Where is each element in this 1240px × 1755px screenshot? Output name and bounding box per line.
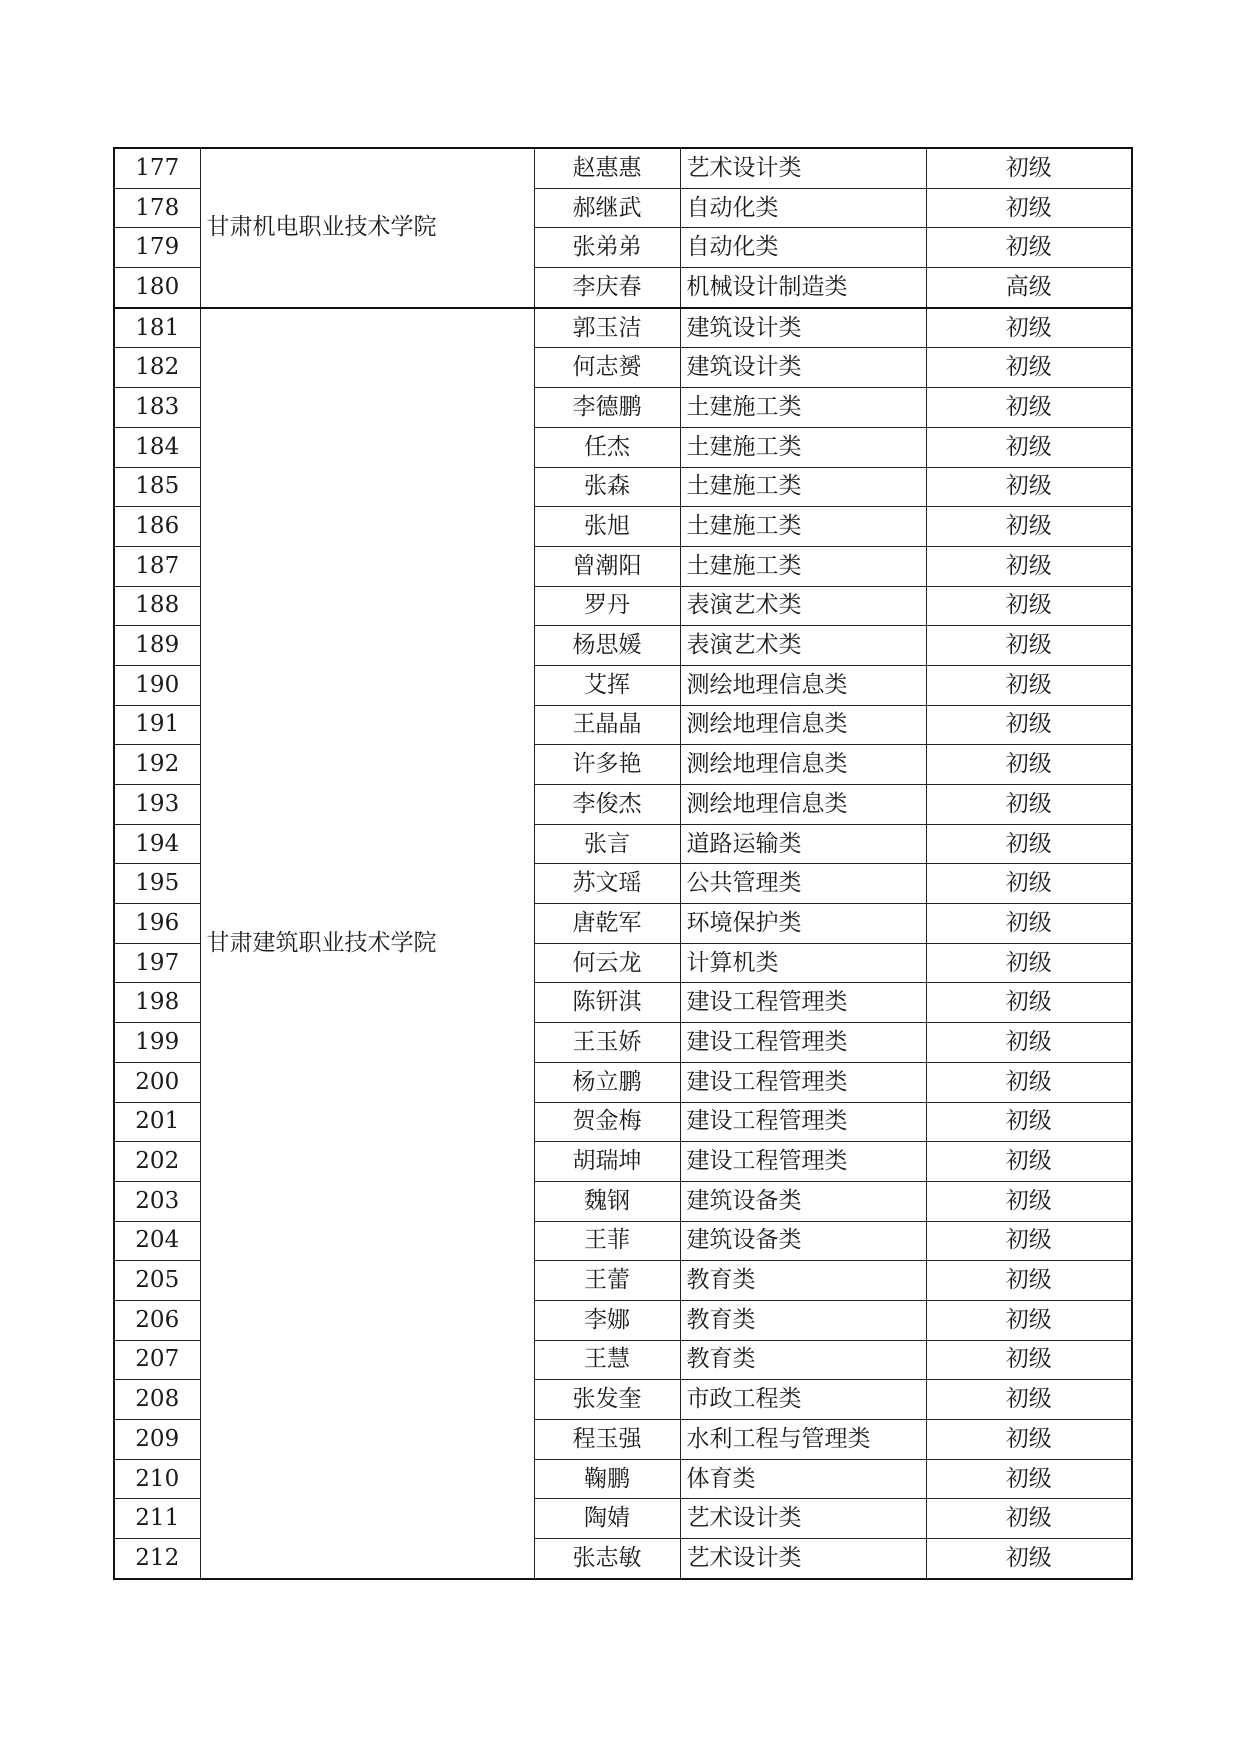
row-number-cell: 198 [114, 983, 200, 1023]
person-name-cell: 陶婧 [534, 1499, 680, 1539]
major-category-cell: 土建施工类 [680, 388, 926, 428]
row-number-cell: 182 [114, 348, 200, 388]
row-number-cell: 211 [114, 1499, 200, 1539]
major-category-cell: 测绘地理信息类 [680, 785, 926, 825]
major-category-cell: 土建施工类 [680, 546, 926, 586]
skill-level-cell: 初级 [926, 1499, 1132, 1539]
row-number-cell: 187 [114, 546, 200, 586]
row-number-cell: 178 [114, 188, 200, 228]
table-row [114, 308, 1132, 348]
row-number-cell: 194 [114, 824, 200, 864]
row-number-cell: 200 [114, 1062, 200, 1102]
row-number-cell: 189 [114, 626, 200, 666]
skill-level-cell: 初级 [926, 348, 1132, 388]
person-name-cell: 王晶晶 [534, 705, 680, 745]
person-name-cell: 杨立鹏 [534, 1062, 680, 1102]
person-name-cell: 李德鹏 [534, 388, 680, 428]
major-category-cell: 环境保护类 [680, 904, 926, 944]
row-number-cell: 183 [114, 388, 200, 428]
person-name-cell: 张旭 [534, 507, 680, 547]
skill-level-cell: 初级 [926, 665, 1132, 705]
major-category-cell: 艺术设计类 [680, 1539, 926, 1579]
person-name-cell: 杨思媛 [534, 626, 680, 666]
row-number-cell: 208 [114, 1380, 200, 1420]
skill-level-cell: 初级 [926, 1340, 1132, 1380]
row-number-cell: 191 [114, 705, 200, 745]
major-category-cell: 计算机类 [680, 943, 926, 983]
skill-level-cell: 初级 [926, 745, 1132, 785]
row-number-cell: 204 [114, 1221, 200, 1261]
row-number-cell: 190 [114, 665, 200, 705]
person-name-cell: 王蕾 [534, 1261, 680, 1301]
major-category-cell: 测绘地理信息类 [680, 745, 926, 785]
row-number-cell: 209 [114, 1420, 200, 1460]
major-category-cell: 测绘地理信息类 [680, 665, 926, 705]
row-number-cell: 180 [114, 268, 200, 308]
skill-level-cell: 初级 [926, 705, 1132, 745]
person-name-cell: 罗丹 [534, 586, 680, 626]
skill-level-cell: 初级 [926, 824, 1132, 864]
skill-level-cell: 初级 [926, 864, 1132, 904]
major-category-cell: 建筑设备类 [680, 1221, 926, 1261]
table-row [114, 148, 1132, 188]
skill-level-cell: 初级 [926, 904, 1132, 944]
skill-level-cell: 初级 [926, 228, 1132, 268]
major-category-cell: 水利工程与管理类 [680, 1420, 926, 1460]
skill-level-cell: 初级 [926, 1300, 1132, 1340]
person-name-cell: 魏钢 [534, 1181, 680, 1221]
skill-level-cell: 初级 [926, 1380, 1132, 1420]
skill-level-cell: 初级 [926, 1261, 1132, 1301]
skill-level-cell: 初级 [926, 943, 1132, 983]
person-name-cell: 王慧 [534, 1340, 680, 1380]
major-category-cell: 建筑设计类 [680, 308, 926, 348]
person-name-cell: 任杰 [534, 427, 680, 467]
person-name-cell: 胡瑞坤 [534, 1142, 680, 1182]
row-number-cell: 203 [114, 1181, 200, 1221]
skill-level-cell: 初级 [926, 1221, 1132, 1261]
row-number-cell: 192 [114, 745, 200, 785]
school-name-cell: 甘肃机电职业技术学院 [200, 148, 534, 308]
row-number-cell: 195 [114, 864, 200, 904]
skill-level-cell: 初级 [926, 427, 1132, 467]
skill-level-cell: 初级 [926, 983, 1132, 1023]
row-number-cell: 193 [114, 785, 200, 825]
major-category-cell: 自动化类 [680, 188, 926, 228]
major-category-cell: 公共管理类 [680, 864, 926, 904]
skill-level-cell: 初级 [926, 1459, 1132, 1499]
row-number-cell: 181 [114, 308, 200, 348]
major-category-cell: 道路运输类 [680, 824, 926, 864]
person-name-cell: 艾挥 [534, 665, 680, 705]
row-number-cell: 184 [114, 427, 200, 467]
row-number-cell: 199 [114, 1023, 200, 1063]
major-category-cell: 表演艺术类 [680, 626, 926, 666]
major-category-cell: 建设工程管理类 [680, 983, 926, 1023]
skill-level-cell: 初级 [926, 388, 1132, 428]
person-name-cell: 张森 [534, 467, 680, 507]
skill-level-cell: 初级 [926, 467, 1132, 507]
person-name-cell: 张言 [534, 824, 680, 864]
skill-level-cell: 初级 [926, 546, 1132, 586]
row-number-cell: 185 [114, 467, 200, 507]
major-category-cell: 艺术设计类 [680, 148, 926, 188]
major-category-cell: 建设工程管理类 [680, 1023, 926, 1063]
skill-level-cell: 初级 [926, 1062, 1132, 1102]
major-category-cell: 土建施工类 [680, 507, 926, 547]
skill-level-cell: 初级 [926, 1102, 1132, 1142]
person-name-cell: 许多艳 [534, 745, 680, 785]
person-name-cell: 曾潮阳 [534, 546, 680, 586]
major-category-cell: 土建施工类 [680, 467, 926, 507]
major-category-cell: 教育类 [680, 1340, 926, 1380]
skill-level-cell: 初级 [926, 1142, 1132, 1182]
skill-level-cell: 初级 [926, 188, 1132, 228]
skill-level-cell: 初级 [926, 626, 1132, 666]
person-name-cell: 郝继武 [534, 188, 680, 228]
row-number-cell: 197 [114, 943, 200, 983]
person-name-cell: 张志敏 [534, 1539, 680, 1579]
major-category-cell: 建筑设计类 [680, 348, 926, 388]
skill-level-cell: 初级 [926, 148, 1132, 188]
row-number-cell: 188 [114, 586, 200, 626]
row-number-cell: 179 [114, 228, 200, 268]
row-number-cell: 206 [114, 1300, 200, 1340]
major-category-cell: 测绘地理信息类 [680, 705, 926, 745]
major-category-cell: 自动化类 [680, 228, 926, 268]
skill-level-cell: 初级 [926, 308, 1132, 348]
row-number-cell: 207 [114, 1340, 200, 1380]
major-category-cell: 土建施工类 [680, 427, 926, 467]
school-name-cell: 甘肃建筑职业技术学院 [200, 308, 534, 1579]
person-name-cell: 张弟弟 [534, 228, 680, 268]
person-name-cell: 陈钘淇 [534, 983, 680, 1023]
row-number-cell: 186 [114, 507, 200, 547]
row-number-cell: 210 [114, 1459, 200, 1499]
roster-table [113, 147, 1133, 1580]
row-number-cell: 177 [114, 148, 200, 188]
major-category-cell: 体育类 [680, 1459, 926, 1499]
person-name-cell: 程玉强 [534, 1420, 680, 1460]
person-name-cell: 王菲 [534, 1221, 680, 1261]
skill-level-cell: 初级 [926, 586, 1132, 626]
skill-level-cell: 初级 [926, 1539, 1132, 1579]
major-category-cell: 建设工程管理类 [680, 1062, 926, 1102]
major-category-cell: 机械设计制造类 [680, 268, 926, 308]
skill-level-cell: 初级 [926, 785, 1132, 825]
person-name-cell: 贺金梅 [534, 1102, 680, 1142]
row-number-cell: 212 [114, 1539, 200, 1579]
person-name-cell: 何志赟 [534, 348, 680, 388]
skill-level-cell: 初级 [926, 1023, 1132, 1063]
major-category-cell: 表演艺术类 [680, 586, 926, 626]
major-category-cell: 建筑设备类 [680, 1181, 926, 1221]
major-category-cell: 市政工程类 [680, 1380, 926, 1420]
row-number-cell: 205 [114, 1261, 200, 1301]
major-category-cell: 教育类 [680, 1300, 926, 1340]
person-name-cell: 何云龙 [534, 943, 680, 983]
row-number-cell: 196 [114, 904, 200, 944]
person-name-cell: 李庆春 [534, 268, 680, 308]
major-category-cell: 建设工程管理类 [680, 1102, 926, 1142]
person-name-cell: 张发奎 [534, 1380, 680, 1420]
major-category-cell: 教育类 [680, 1261, 926, 1301]
person-name-cell: 王玉娇 [534, 1023, 680, 1063]
school-group [114, 308, 1132, 1579]
major-category-cell: 艺术设计类 [680, 1499, 926, 1539]
person-name-cell: 李娜 [534, 1300, 680, 1340]
person-name-cell: 苏文瑶 [534, 864, 680, 904]
person-name-cell: 郭玉洁 [534, 308, 680, 348]
skill-level-cell: 初级 [926, 1420, 1132, 1460]
row-number-cell: 201 [114, 1102, 200, 1142]
school-group [114, 148, 1132, 308]
row-number-cell: 202 [114, 1142, 200, 1182]
major-category-cell: 建设工程管理类 [680, 1142, 926, 1182]
person-name-cell: 鞠鹏 [534, 1459, 680, 1499]
person-name-cell: 赵惠惠 [534, 148, 680, 188]
skill-level-cell: 高级 [926, 268, 1132, 308]
skill-level-cell: 初级 [926, 1181, 1132, 1221]
person-name-cell: 唐乾军 [534, 904, 680, 944]
person-name-cell: 李俊杰 [534, 785, 680, 825]
skill-level-cell: 初级 [926, 507, 1132, 547]
